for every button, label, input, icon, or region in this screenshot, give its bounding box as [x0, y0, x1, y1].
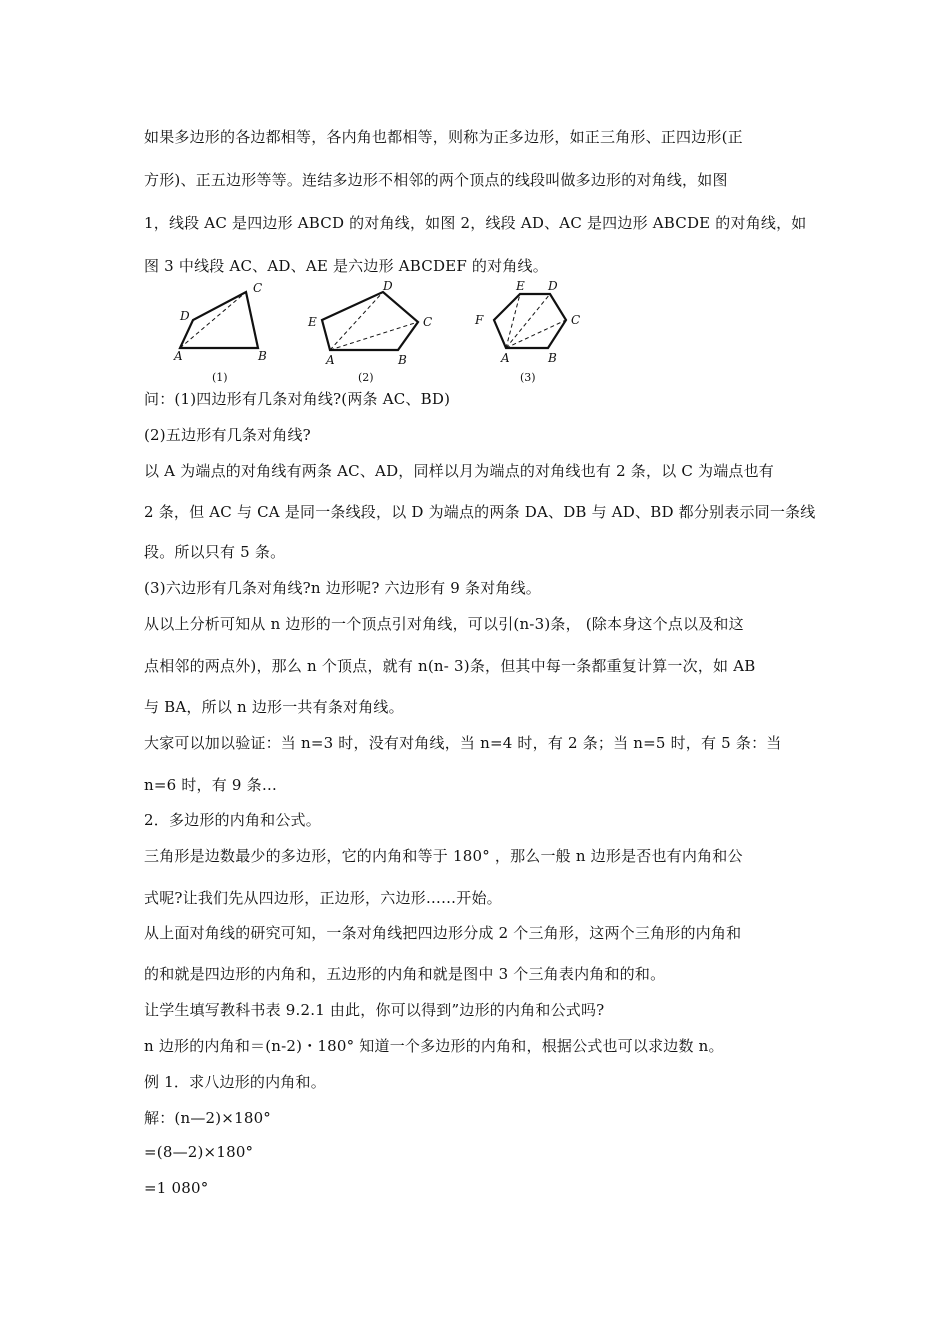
vertex-label: E [516, 279, 525, 293]
figure-quadrilateral [180, 292, 258, 348]
vertex-label: B [548, 351, 557, 365]
paragraph-line: 1，线段 AC 是四边形 ABCD 的对角线，如图 2，线段 AD、AC 是四边形 ABCDE 的对角线，如 [144, 214, 807, 232]
body-line: 2 条，但 AC 与 CA 是同一条线段，以 D 为端点的两条 DA、DB 与 AD、BD 都分别表示同一条线 [144, 503, 816, 521]
body-line: 让学生填写教科书表 9.2.1 由此，你可以得到”边形的内角和公式吗? [144, 1001, 605, 1019]
body-line: 段。所以只有 5 条。 [144, 543, 286, 561]
vertex-label: A [326, 353, 335, 367]
body-line: 从上面对角线的研究可知，一条对角线把四边形分成 2 个三角形，这两个三角形的内角和 [144, 924, 742, 942]
solution-line: =1 080° [144, 1179, 209, 1197]
vertex-label: A [174, 349, 183, 363]
body-line: (3)六边形有几条对角线?n 边形呢? 六边形有 9 条对角线。 [144, 579, 542, 597]
body-line: n 边形的内角和＝(n-2)・180° 知道一个多边形的内角和，根据公式也可以求边数 n。 [144, 1037, 724, 1055]
polygon-figures [168, 278, 608, 388]
polygon-figures-svg [168, 278, 608, 388]
figure-caption: (3) [520, 371, 536, 384]
body-line: 大家可以加以验证：当 n=3 时，没有对角线，当 n=4 时，有 2 条；当 n=5 时，有 5 条：当 [144, 734, 782, 752]
vertex-label: B [258, 349, 267, 363]
vertex-label: E [308, 315, 317, 329]
body-line: 式呢?让我们先从四边形，正边形，六边形……开始。 [144, 889, 502, 907]
figure-pentagon [322, 292, 418, 350]
body-line: (2)五边形有几条对角线? [144, 426, 311, 444]
body-line: 与 BA，所以 n 边形一共有条对角线。 [144, 698, 404, 716]
figure-caption: (2) [358, 371, 374, 384]
paragraph-line: 如果多边形的各边都相等，各内角也都相等，则称为正多边形，如正三角形、正四边形(正 [144, 128, 743, 146]
body-line: 从以上分析可知从 n 边形的一个顶点引对角线，可以引(n-3)条， (除本身这个点以及和这 [144, 615, 744, 633]
solution-line: 解：(n—2)×180° [144, 1109, 272, 1127]
example-heading: 例 1．求八边形的内角和。 [144, 1073, 326, 1091]
vertex-label: A [501, 351, 510, 365]
body-line: 三角形是边数最少的多边形，它的内角和等于 180° ，那么一般 n 边形是否也有内角和公 [144, 847, 743, 865]
vertex-label: F [475, 313, 484, 327]
body-line: 问：(1)四边形有几条对角线?(两条 AC、BD) [144, 390, 451, 408]
section-heading: 2．多边形的内角和公式。 [144, 811, 321, 829]
body-line: n=6 时，有 9 条… [144, 776, 278, 794]
figure-caption: (1) [212, 371, 228, 384]
body-line: 点相邻的两点外)，那么 n 个顶点，就有 n(n- 3)条，但其中每一条都重复计算一次，如 AB [144, 657, 756, 675]
body-line: 以 A 为端点的对角线有两条 AC、AD，同样以月为端点的对角线也有 2 条，以 C 为端点也有 [144, 462, 775, 480]
solution-line: =(8—2)×180° [144, 1143, 254, 1161]
vertex-label: D [548, 279, 558, 293]
vertex-label: C [423, 315, 433, 329]
vertex-label: C [571, 313, 581, 327]
body-line: 的和就是四边形的内角和，五边形的内角和就是图中 3 个三角表内角和的和。 [144, 965, 666, 983]
vertex-label: C [253, 281, 263, 295]
paragraph-line: 方形)、正五边形等等。连结多边形不相邻的两个顶点的线段叫做多边形的对角线，如图 [144, 171, 728, 189]
vertex-label: B [398, 353, 407, 367]
vertex-label: D [383, 279, 393, 293]
vertex-label: D [180, 309, 190, 323]
paragraph-line: 图 3 中线段 AC、AD、AE 是六边形 ABCDEF 的对角线。 [144, 257, 548, 275]
figure-hexagon [494, 294, 566, 348]
